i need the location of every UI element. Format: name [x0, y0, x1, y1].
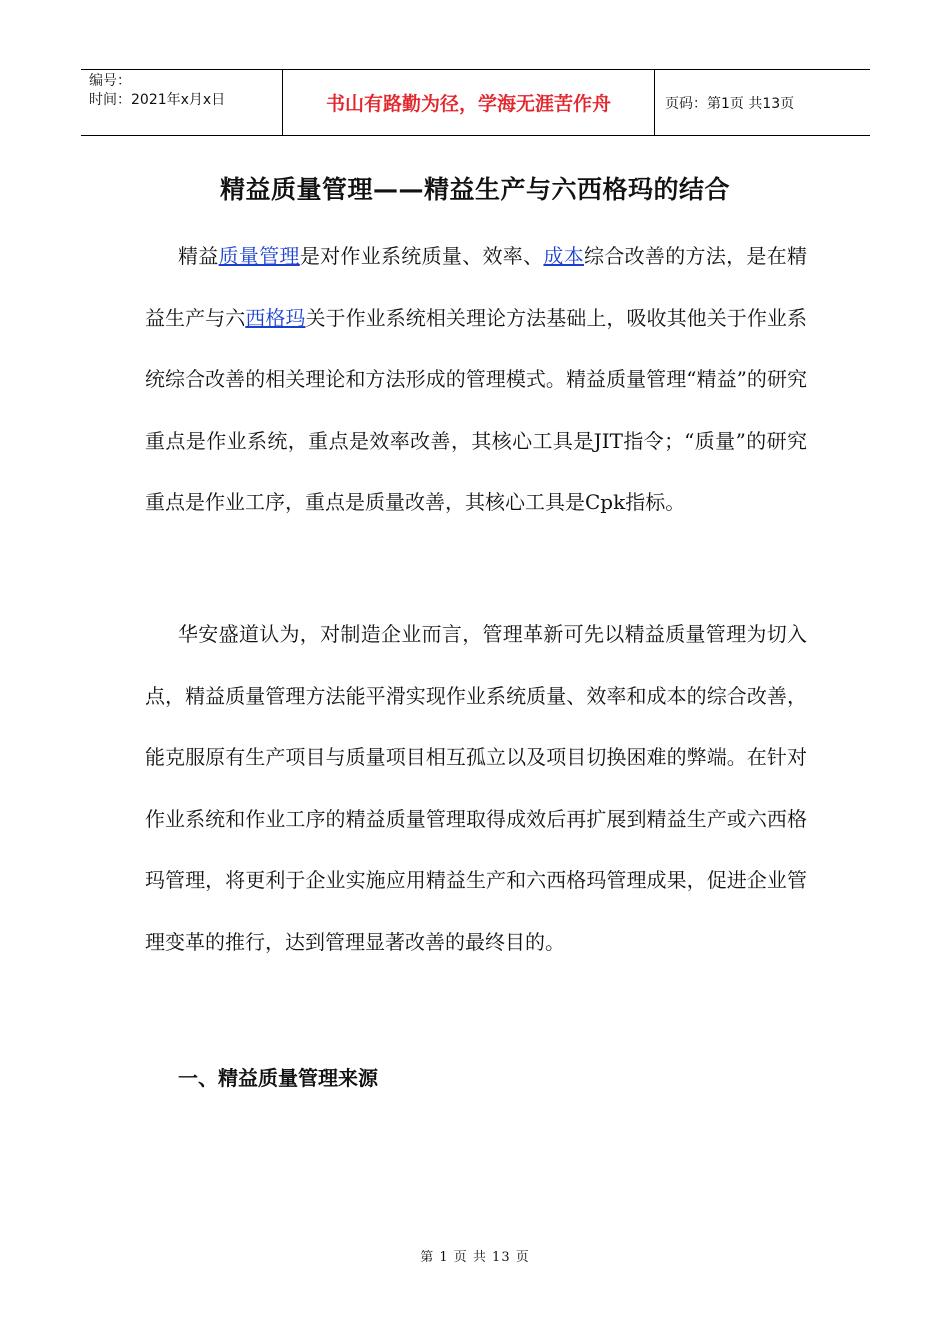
paragraph-opinion: 华安盛道认为，对制造企业而言，管理革新可先以精益质量管理为切入点，精益质量管理方法能平滑实现作业系统质量、效率和成本的综合改善，能克服原有生产项目与质量项目相互孤立以及项目切换困难的弊端。在针对作业系统和作业工序的精益质量管理取得成效后再扩展到精益生产或六西格玛管理，将更利于企业实施应用精益生产和六西格玛管理成果，促进企业管理变革的推行，达到管理显著改善的最终目的。 — [145, 622, 807, 954]
header-motto-cell — [282, 70, 655, 135]
document-title: 精益质量管理——精益生产与六西格玛的结合 — [219, 175, 730, 204]
page-info: 页码：第1页 共13页 — [665, 95, 795, 112]
page-footer: 第 1 页 共 13 页 — [420, 1250, 530, 1265]
link-sigma[interactable]: 西格玛 — [245, 305, 306, 330]
section-heading: 一、精益质量管理来源 — [178, 1066, 378, 1090]
header-page-cell — [655, 70, 870, 135]
link-quality-management[interactable]: 质量管理 — [218, 244, 300, 268]
paragraph-text: 精益 — [178, 244, 219, 268]
number-label: 编号： — [89, 73, 131, 89]
date-label: 时间：2021年x月x日 — [89, 92, 226, 108]
paragraph-text: 关于作业系统相关理论方法基础上，吸收其他关于作业系统综合改善的相关理论和方法形成的管理模式。精益质量管理“精益”的研究重点是作业系统，重点是效率改善，其核心工具是JIT指令；“质量”的研究重点是作业工序，重点是质量改善，其核心工具是Cpk指标。 — [145, 305, 807, 514]
paragraph-text: 综合改善的方法，是在精益生产与六 — [145, 244, 808, 330]
header-meta-cell — [81, 70, 282, 135]
document-header — [81, 69, 870, 136]
paragraph-intro — [145, 226, 807, 534]
motto-text: 书山有路勤为径，学海无涯苦作舟 — [325, 93, 611, 115]
paragraph-text: 是对作业系统质量、效率、 — [299, 244, 544, 268]
link-cost[interactable]: 成本 — [543, 244, 585, 268]
